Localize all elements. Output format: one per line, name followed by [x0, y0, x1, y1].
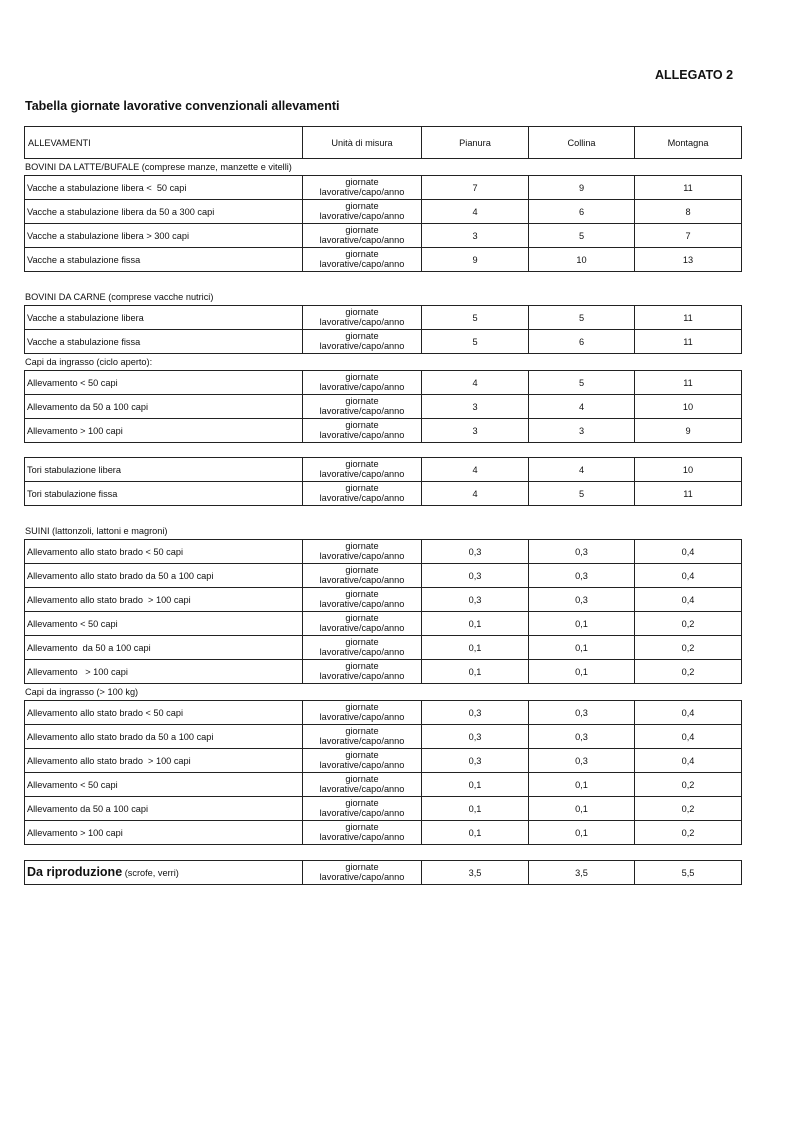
- montagna-value: 11: [635, 482, 742, 506]
- header-row: [25, 127, 742, 159]
- data-table-group: [24, 370, 742, 443]
- montagna-value: 0,2: [635, 773, 742, 797]
- unit-cell: giornate lavorative/capo/anno: [303, 458, 422, 482]
- montagna-value: 0,4: [635, 725, 742, 749]
- montagna-value: 0,2: [635, 636, 742, 660]
- collina-value: 6: [529, 330, 635, 354]
- row-label: Allevamento allo stato brado > 100 capi: [25, 588, 303, 612]
- pianura-value: 0,3: [422, 588, 529, 612]
- montagna-value: 0,4: [635, 540, 742, 564]
- collina-value: 0,1: [529, 797, 635, 821]
- pianura-value: 0,1: [422, 660, 529, 684]
- table-row: [25, 200, 742, 224]
- document-title: Tabella giornate lavorative convenzionali allevamenti: [25, 99, 340, 113]
- table-row: [25, 612, 742, 636]
- unit-cell: giornate lavorative/capo/anno: [303, 701, 422, 725]
- table-row: [25, 371, 742, 395]
- data-table-group: [24, 700, 742, 845]
- data-table-group: [24, 457, 742, 506]
- header-montagna: Montagna: [635, 127, 742, 159]
- row-label: Allevamento da 50 a 100 capi: [25, 636, 303, 660]
- row-label: Allevamento > 100 capi: [25, 660, 303, 684]
- unit-cell: giornate lavorative/capo/anno: [303, 306, 422, 330]
- row-label: Allevamento allo stato brado > 100 capi: [25, 749, 303, 773]
- spacer: [24, 272, 741, 289]
- table-row: [25, 482, 742, 506]
- pianura-value: 4: [422, 200, 529, 224]
- row-label: Allevamento allo stato brado da 50 a 100 capi: [25, 725, 303, 749]
- unit-cell: giornate lavorative/capo/anno: [303, 248, 422, 272]
- section-heading: SUINI (lattonzoli, lattoni e magroni): [25, 526, 168, 536]
- table-row: [25, 588, 742, 612]
- data-table-group: [24, 175, 742, 272]
- spacer: [24, 845, 741, 860]
- row-label: Vacche a stabulazione libera < 50 capi: [25, 176, 303, 200]
- pianura-value: 5: [422, 306, 529, 330]
- header-allevamenti: ALLEVAMENTI: [25, 127, 303, 159]
- table-row: [25, 725, 742, 749]
- unit-cell: giornate lavorative/capo/anno: [303, 540, 422, 564]
- montagna-value: 0,4: [635, 588, 742, 612]
- table-row: [25, 797, 742, 821]
- data-table-group: [24, 539, 742, 684]
- pianura-value: 0,1: [422, 821, 529, 845]
- annex-label: ALLEGATO 2: [655, 68, 734, 82]
- row-label: Vacche a stabulazione fissa: [25, 330, 303, 354]
- montagna-value: 5,5: [635, 861, 742, 885]
- unit-cell: giornate lavorative/capo/anno: [303, 821, 422, 845]
- row-label: Tori stabulazione fissa: [25, 482, 303, 506]
- collina-value: 0,3: [529, 725, 635, 749]
- montagna-value: 8: [635, 200, 742, 224]
- collina-value: 0,3: [529, 749, 635, 773]
- collina-value: 4: [529, 458, 635, 482]
- montagna-value: 0,2: [635, 612, 742, 636]
- table-row: [25, 821, 742, 845]
- unit-cell: giornate lavorative/capo/anno: [303, 176, 422, 200]
- row-label: Allevamento > 100 capi: [25, 419, 303, 443]
- header-collina: Collina: [529, 127, 635, 159]
- row-label: Vacche a stabulazione libera > 300 capi: [25, 224, 303, 248]
- pianura-value: 4: [422, 458, 529, 482]
- collina-value: 0,3: [529, 540, 635, 564]
- unit-cell: giornate lavorative/capo/anno: [303, 773, 422, 797]
- unit-cell: giornate lavorative/capo/anno: [303, 725, 422, 749]
- row-label: Vacche a stabulazione libera: [25, 306, 303, 330]
- pianura-value: 3: [422, 395, 529, 419]
- montagna-value: 10: [635, 395, 742, 419]
- spacer: [24, 443, 741, 457]
- unit-cell: giornate lavorative/capo/anno: [303, 588, 422, 612]
- row-label: Allevamento > 100 capi: [25, 821, 303, 845]
- data-table-group: [24, 305, 742, 354]
- collina-value: 9: [529, 176, 635, 200]
- row-label: Allevamento da 50 a 100 capi: [25, 797, 303, 821]
- collina-value: 0,3: [529, 588, 635, 612]
- table-header: [24, 126, 742, 159]
- table-row: [25, 330, 742, 354]
- unit-cell: giornate lavorative/capo/anno: [303, 749, 422, 773]
- collina-value: 5: [529, 482, 635, 506]
- pianura-value: 0,3: [422, 701, 529, 725]
- unit-cell: giornate lavorative/capo/anno: [303, 371, 422, 395]
- collina-value: 5: [529, 371, 635, 395]
- spacer: [24, 506, 741, 523]
- unit-cell: giornate lavorative/capo/anno: [303, 419, 422, 443]
- montagna-value: 11: [635, 306, 742, 330]
- unit-cell: giornate lavorative/capo/anno: [303, 482, 422, 506]
- collina-value: 0,1: [529, 773, 635, 797]
- collina-value: 0,1: [529, 612, 635, 636]
- section-heading: Capi da ingrasso (ciclo aperto):: [25, 357, 153, 367]
- unit-cell: giornate lavorative/capo/anno: [303, 224, 422, 248]
- table-row: [25, 540, 742, 564]
- table-row: [25, 306, 742, 330]
- unit-cell: giornate lavorative/capo/anno: [303, 636, 422, 660]
- table-row: [25, 458, 742, 482]
- unit-cell: giornate lavorative/capo/anno: [303, 612, 422, 636]
- row-label: Allevamento da 50 a 100 capi: [25, 395, 303, 419]
- collina-value: 0,1: [529, 821, 635, 845]
- table-row: [25, 248, 742, 272]
- collina-value: 3: [529, 419, 635, 443]
- unit-cell: giornate lavorative/capo/anno: [303, 395, 422, 419]
- header-pianura: Pianura: [422, 127, 529, 159]
- table-row: [25, 636, 742, 660]
- collina-value: 5: [529, 306, 635, 330]
- montagna-value: 13: [635, 248, 742, 272]
- unit-cell: giornate lavorative/capo/anno: [303, 660, 422, 684]
- collina-value: 0,1: [529, 636, 635, 660]
- row-label: Vacche a stabulazione libera da 50 a 300 capi: [25, 200, 303, 224]
- montagna-value: 11: [635, 371, 742, 395]
- table-body: [24, 159, 741, 885]
- section-heading: Capi da ingrasso (> 100 kg): [25, 687, 139, 697]
- row-label-note: (scrofe, verri): [122, 868, 179, 878]
- header-unita: Unità di misura: [303, 127, 422, 159]
- table-row: [25, 224, 742, 248]
- row-label: Allevamento allo stato brado < 50 capi: [25, 540, 303, 564]
- pianura-value: 0,3: [422, 749, 529, 773]
- unit-cell: giornate lavorative/capo/anno: [303, 200, 422, 224]
- collina-value: 5: [529, 224, 635, 248]
- pianura-value: 0,1: [422, 773, 529, 797]
- collina-value: 0,3: [529, 701, 635, 725]
- montagna-value: 0,4: [635, 749, 742, 773]
- table-row: [25, 564, 742, 588]
- pianura-value: 3,5: [422, 861, 529, 885]
- montagna-value: 10: [635, 458, 742, 482]
- unit-cell: giornate lavorative/capo/anno: [303, 861, 422, 885]
- pianura-value: 0,3: [422, 725, 529, 749]
- montagna-value: 9: [635, 419, 742, 443]
- montagna-value: 11: [635, 330, 742, 354]
- unit-cell: giornate lavorative/capo/anno: [303, 564, 422, 588]
- pianura-value: 3: [422, 224, 529, 248]
- row-label: Tori stabulazione libera: [25, 458, 303, 482]
- collina-value: 10: [529, 248, 635, 272]
- table-row: [25, 395, 742, 419]
- collina-value: 4: [529, 395, 635, 419]
- data-table-group: [24, 860, 742, 885]
- table-row: [25, 419, 742, 443]
- pianura-value: 3: [422, 419, 529, 443]
- montagna-value: 0,2: [635, 660, 742, 684]
- collina-value: 6: [529, 200, 635, 224]
- pianura-value: 0,1: [422, 636, 529, 660]
- row-label: [25, 861, 303, 885]
- pianura-value: 0,1: [422, 797, 529, 821]
- breeding-workdays-table: [24, 126, 741, 885]
- pianura-value: 0,3: [422, 564, 529, 588]
- montagna-value: 0,2: [635, 821, 742, 845]
- table-row: [25, 861, 742, 885]
- collina-value: 0,3: [529, 564, 635, 588]
- unit-cell: giornate lavorative/capo/anno: [303, 797, 422, 821]
- row-label: Allevamento < 50 capi: [25, 371, 303, 395]
- collina-value: 3,5: [529, 861, 635, 885]
- table-row: [25, 749, 742, 773]
- row-label: Vacche a stabulazione fissa: [25, 248, 303, 272]
- montagna-value: 0,4: [635, 564, 742, 588]
- row-label: Allevamento allo stato brado < 50 capi: [25, 701, 303, 725]
- montagna-value: 7: [635, 224, 742, 248]
- pianura-value: 7: [422, 176, 529, 200]
- row-label: Allevamento allo stato brado da 50 a 100 capi: [25, 564, 303, 588]
- table-row: [25, 176, 742, 200]
- montagna-value: 11: [635, 176, 742, 200]
- montagna-value: 0,2: [635, 797, 742, 821]
- pianura-value: 4: [422, 482, 529, 506]
- section-heading: BOVINI DA CARNE (comprese vacche nutrici): [25, 292, 214, 302]
- pianura-value: 4: [422, 371, 529, 395]
- pianura-value: 5: [422, 330, 529, 354]
- row-label: Allevamento < 50 capi: [25, 612, 303, 636]
- table-row: [25, 660, 742, 684]
- row-label-main: Da riproduzione: [27, 865, 123, 879]
- pianura-value: 0,1: [422, 612, 529, 636]
- table-row: [25, 773, 742, 797]
- section-heading: BOVINI DA LATTE/BUFALE (comprese manze, manzette e vitelli): [25, 162, 292, 172]
- pianura-value: 0,3: [422, 540, 529, 564]
- table-row: [25, 701, 742, 725]
- unit-cell: giornate lavorative/capo/anno: [303, 330, 422, 354]
- montagna-value: 0,4: [635, 701, 742, 725]
- collina-value: 0,1: [529, 660, 635, 684]
- row-label: Allevamento < 50 capi: [25, 773, 303, 797]
- pianura-value: 9: [422, 248, 529, 272]
